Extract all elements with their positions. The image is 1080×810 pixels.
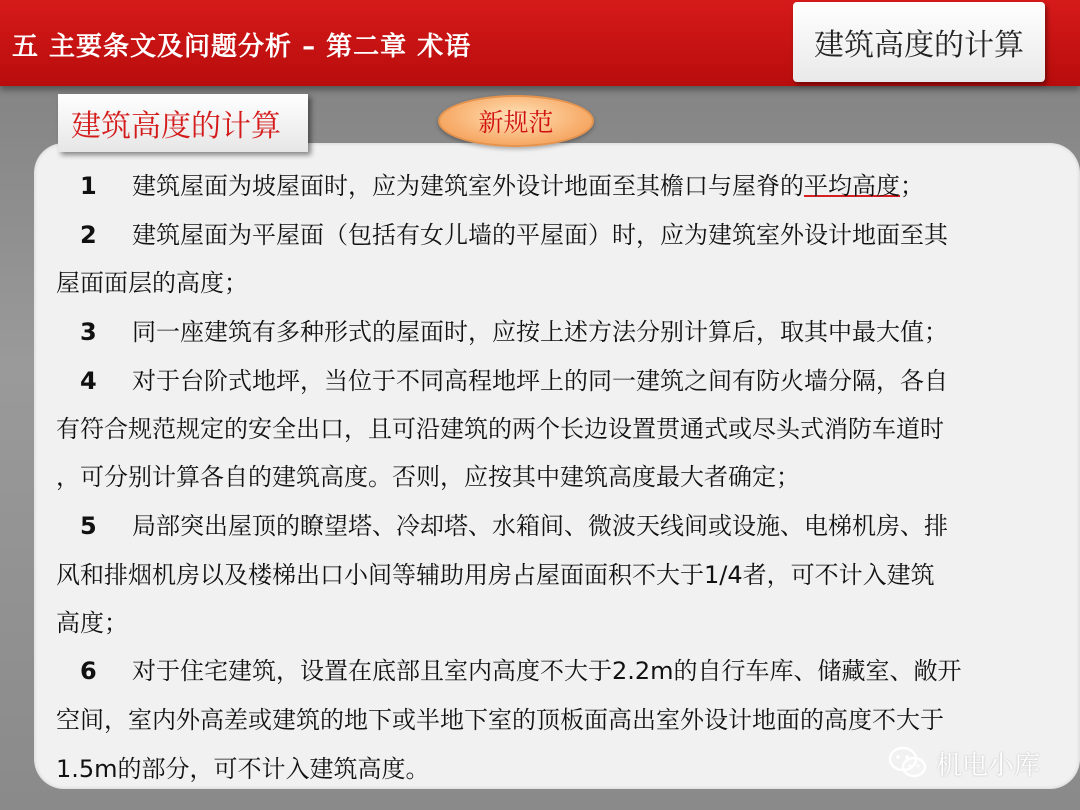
item-text-underlined: 平均高度 [804,172,900,200]
item-number: 1 [80,172,97,200]
item-text: 高度； [56,609,128,637]
item-number: 4 [80,367,97,395]
item-text: 局部突出屋顶的瞭望塔、冷却塔、水箱间、微波天线间或设施、电梯机房、排 [132,512,948,540]
list-item-6-cont [56,705,944,735]
item-number: 2 [80,221,97,249]
item-text: 对于住宅建筑，设置在底部且室内高度不大于2.2m的自行车库、储藏室、敞开 [132,657,962,685]
list-item-3 [56,317,948,347]
new-spec-badge: 新规范 [438,95,594,147]
item-number: 3 [80,318,97,346]
list-item-4-cont [56,414,944,444]
list-item-6-cont [56,754,430,784]
item-text: 建筑屋面为平屋面（包括有女儿墙的平屋面）时，应为建筑室外设计地面至其 [132,221,948,249]
list-item-6 [56,656,962,686]
list-item-2 [56,220,948,250]
item-text: 风和排烟机房以及楼梯出口小间等辅助用房占屋面面积不大于1/4者，可不计入建筑 [56,561,935,589]
list-item-1 [56,171,924,201]
item-number: 6 [80,657,97,685]
watermark [888,745,1040,781]
item-text: ，可分别计算各自的建筑高度。否则，应按其中建筑高度最大者确定； [56,463,800,491]
item-text: ； [900,172,924,200]
page-title: 五 主要条文及问题分析 – 第二章 术语 [12,32,472,62]
item-text: 对于台阶式地坪，当位于不同高程地坪上的同一建筑之间有防火墙分隔，各自 [132,367,948,395]
item-number: 5 [80,512,97,540]
item-text: 屋面面层的高度； [56,269,248,297]
item-text: 建筑屋面为坡屋面时，应为建筑室外设计地面至其檐口与屋脊的 [132,172,804,200]
watermark-text: 机电小库 [936,750,1041,781]
list-item-5 [56,511,948,541]
item-text: 空间，室内外高差或建筑的地下或半地下室的顶板面高出室外设计地面的高度不大于 [56,706,944,734]
wechat-icon [888,746,928,780]
item-text: 有符合规范规定的安全出口，且可沿建筑的两个长边设置贯通式或尽头式消防车道时 [56,415,944,443]
tab-building-height[interactable]: 建筑高度的计算 [793,2,1045,82]
item-text: 同一座建筑有多种形式的屋面时，应按上述方法分别计算后，取其中最大值； [132,318,948,346]
list-item-4-cont [56,462,800,492]
list-item-2-cont [56,268,248,298]
list-item-4 [56,366,948,396]
section-heading: 建筑高度的计算 [58,94,308,152]
list-item-5-cont [56,560,935,590]
item-text: 1.5m的部分，可不计入建筑高度。 [56,755,430,783]
list-item-5-cont [56,608,128,638]
